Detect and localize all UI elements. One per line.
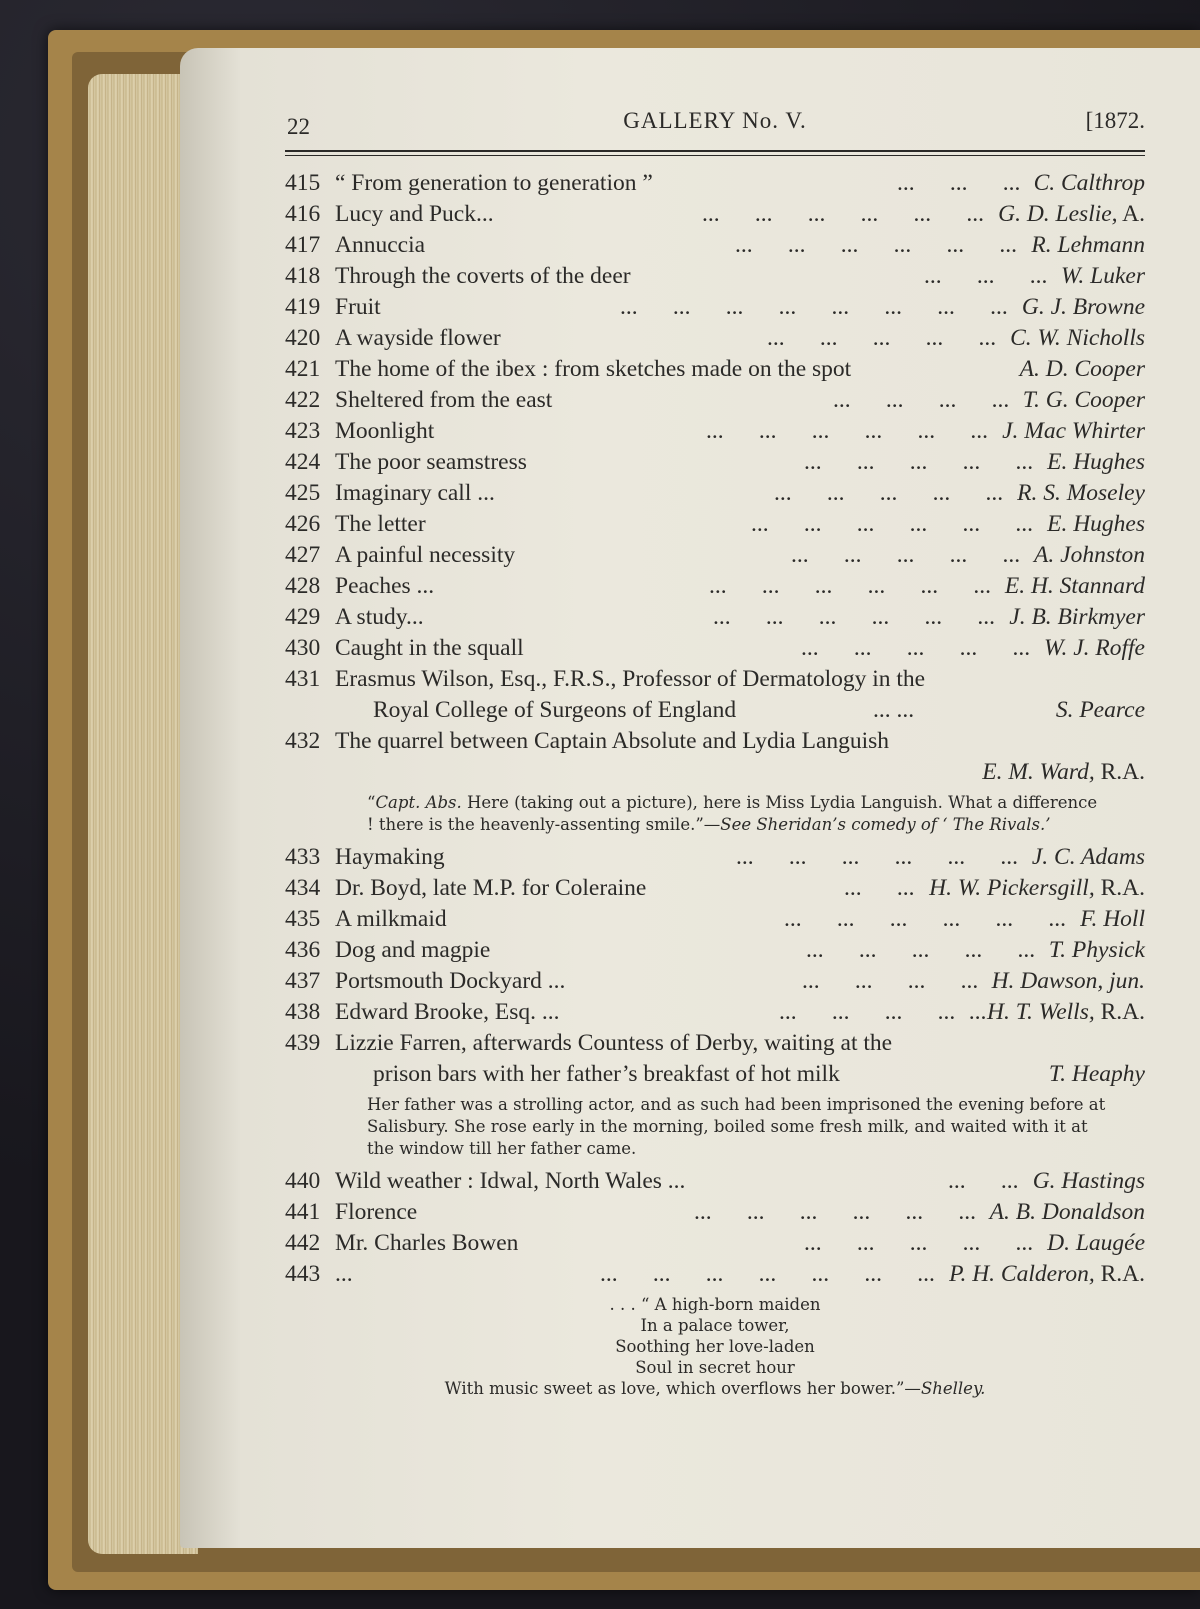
catalogue-entry bbox=[285, 385, 1145, 416]
catalogue-entry bbox=[285, 997, 1145, 1028]
entry-artist: T. Heaphy bbox=[1048, 1061, 1145, 1087]
entry-artist: R. Lehmann bbox=[1031, 232, 1145, 258]
poem-line: In a palace tower, bbox=[640, 1316, 790, 1335]
entry-artist: J. C. Adams bbox=[1031, 844, 1145, 870]
entry-artist: S. Pearce bbox=[1055, 697, 1145, 723]
leader-dots: ... ... ... ... bbox=[833, 387, 1010, 413]
leader-dots: ... ... bbox=[948, 1168, 1019, 1194]
poem-line: Soul in secret hour bbox=[635, 1358, 795, 1377]
entry-title: Fruit bbox=[335, 294, 381, 320]
entry-title: A wayside flower bbox=[335, 325, 501, 351]
entry-number: 428 bbox=[285, 573, 321, 599]
entry-number: 421 bbox=[285, 356, 321, 382]
entry-number: 435 bbox=[285, 906, 321, 932]
entry-number: 436 bbox=[285, 937, 321, 963]
catalogue-entry bbox=[285, 540, 1145, 571]
entry-number: 431 bbox=[285, 666, 321, 692]
catalogue-entry-439-cont bbox=[285, 1059, 1145, 1090]
catalogue-entry bbox=[285, 602, 1145, 633]
leader-dots: ... ... ... ... ... bbox=[791, 542, 1021, 568]
entry-title: Erasmus Wilson, Esq., F.R.S., Professor of Dermatology in the bbox=[335, 666, 926, 692]
entry-title: Imaginary call ... bbox=[335, 480, 495, 506]
entry-title: Peaches ... bbox=[335, 573, 435, 599]
catalogue-entry bbox=[285, 292, 1145, 323]
leader-dots: ... ... ... ... ... ... ... ... bbox=[620, 294, 1008, 320]
year-label: [1872. bbox=[1085, 108, 1145, 133]
catalogue-entry bbox=[285, 1197, 1145, 1228]
entry-artist: J. B. Birkmyer bbox=[1009, 604, 1145, 630]
catalogue-entry bbox=[285, 1259, 1145, 1290]
entry-title: The quarrel between Captain Absolute and Lydia Languish bbox=[335, 728, 890, 754]
catalogue-entry bbox=[285, 935, 1145, 966]
entry-title: “ From generation to generation ” bbox=[335, 170, 653, 196]
entry-title-continued: Royal College of Surgeons of England bbox=[373, 697, 737, 723]
entry-title: A milkmaid bbox=[335, 906, 447, 932]
entry-artist: P. H. Calderon, R.A. bbox=[949, 1261, 1145, 1287]
catalogue-entry bbox=[285, 447, 1145, 478]
entry-number: 429 bbox=[285, 604, 321, 630]
catalogue-entries bbox=[285, 168, 1145, 1399]
entry-artist: T. Physick bbox=[1048, 937, 1145, 963]
leader-dots: ... ... ... ... ... bbox=[801, 635, 1031, 661]
entry-title: Haymaking bbox=[335, 844, 445, 870]
entry-number: 437 bbox=[285, 968, 321, 994]
entry-title: Mr. Charles Bowen bbox=[335, 1230, 519, 1256]
entry-artist: G. J. Browne bbox=[1021, 294, 1145, 320]
entry-artist: E. Hughes bbox=[1047, 511, 1145, 537]
poem-line: Soothing her love-laden bbox=[615, 1337, 815, 1356]
entry-artist: G. D. Leslie, A. bbox=[998, 201, 1145, 227]
catalogue-entry-432 bbox=[285, 726, 1145, 757]
entry-number: 430 bbox=[285, 635, 321, 661]
entry-number: 417 bbox=[285, 232, 321, 258]
catalogue-entry bbox=[285, 1166, 1145, 1197]
catalogue-entry bbox=[285, 873, 1145, 904]
entry-number: 425 bbox=[285, 480, 321, 506]
leader-dots: ... ... ... bbox=[924, 263, 1048, 289]
entry-title: Sheltered from the east bbox=[335, 387, 553, 413]
leader-dots: ... ... ... ... ... ... bbox=[694, 1199, 976, 1225]
catalogue-entry bbox=[285, 842, 1145, 873]
entry-number: 439 bbox=[285, 1030, 321, 1056]
catalogue-entry-431-cont bbox=[285, 695, 1145, 726]
entry-number: 441 bbox=[285, 1199, 321, 1225]
leader-dots: ... ... ... ... ... ... bbox=[751, 511, 1033, 537]
entry-artist: W. J. Roffe bbox=[1044, 635, 1145, 661]
poem-quotation bbox=[285, 1290, 1145, 1399]
entry-number: 434 bbox=[285, 875, 321, 901]
entry-number: 443 bbox=[285, 1261, 321, 1287]
leader-dots: ... ... ... ... ... ... bbox=[709, 573, 991, 599]
catalogue-entry bbox=[285, 904, 1145, 935]
entry-title: Dr. Boyd, late M.P. for Coleraine bbox=[335, 875, 647, 901]
entry-number: 426 bbox=[285, 511, 321, 537]
leader-dots: ... ... ... ... ... ... bbox=[713, 604, 995, 630]
entry-artist: A. D. Cooper bbox=[1019, 356, 1145, 382]
header-rule-thin bbox=[285, 155, 1145, 156]
catalogue-entry bbox=[285, 323, 1145, 354]
entry-title-continued: prison bars with her father’s breakfast of hot milk bbox=[373, 1061, 840, 1087]
entry-artist: A. Johnston bbox=[1034, 542, 1145, 568]
catalogue-entry bbox=[285, 633, 1145, 664]
leader-dots: ... ... bbox=[844, 875, 915, 901]
leader-dots: ... ... ... ... ... bbox=[804, 449, 1034, 475]
catalogue-entry bbox=[285, 509, 1145, 540]
gallery-title: GALLERY No. V. bbox=[623, 108, 807, 133]
catalogue-entry bbox=[285, 1228, 1145, 1259]
leader-dots: ... ... bbox=[873, 697, 915, 723]
entry-title: Through the coverts of the deer bbox=[335, 263, 631, 289]
leader-dots: ... ... ... ... ... ... bbox=[702, 201, 984, 227]
entry-artist: E. M. Ward, R.A. bbox=[982, 759, 1145, 785]
catalogue-entry bbox=[285, 416, 1145, 447]
header-rule bbox=[285, 150, 1145, 152]
entry-artist: H. W. Pickersgill, R.A. bbox=[929, 875, 1145, 901]
entry-number: 418 bbox=[285, 263, 321, 289]
entry-title: Annuccia bbox=[335, 232, 426, 258]
entry-title: The poor seamstress bbox=[335, 449, 527, 475]
entry-title: Caught in the squall bbox=[335, 635, 524, 661]
entry-artist: J. Mac Whirter bbox=[1002, 418, 1145, 444]
leader-dots: ... ... ... ... ... bbox=[774, 480, 1004, 506]
entry-artist: H. Dawson, jun. bbox=[991, 968, 1145, 994]
entry-number: 420 bbox=[285, 325, 321, 351]
catalogue-entry bbox=[285, 478, 1145, 509]
catalogue-entry bbox=[285, 199, 1145, 230]
entry-artist: C. W. Nicholls bbox=[1010, 325, 1145, 351]
entry-number: 438 bbox=[285, 999, 321, 1025]
entry-number: 442 bbox=[285, 1230, 321, 1256]
entry-title: ... bbox=[335, 1261, 353, 1287]
entry-artist: A. B. Donaldson bbox=[989, 1199, 1145, 1225]
poem-line: With music sweet as love, which overflows her bower.”—Shelley. bbox=[444, 1379, 986, 1398]
entry-artist: R. S. Moseley bbox=[1017, 480, 1145, 506]
entry-artist: F. Holl bbox=[1080, 906, 1145, 932]
entry-title: Lizzie Farren, afterwards Countess of Derby, waiting at the bbox=[335, 1030, 893, 1056]
entry-439-note: Her father was a strolling actor, and as such had been imprisoned the evening before at Salisbury. She rose early in the morning, boiled some fresh milk, and waited with it at the window till her father came. bbox=[367, 1095, 1106, 1158]
page-number: 22 bbox=[287, 114, 310, 139]
entry-number: 415 bbox=[285, 170, 321, 196]
leader-dots: ... ... ... bbox=[897, 170, 1021, 196]
entry-number: 440 bbox=[285, 1168, 321, 1194]
catalogue-entry bbox=[285, 354, 1145, 385]
leader-dots: ... ... ... ... ... bbox=[806, 937, 1036, 963]
entry-artist: W. Luker bbox=[1061, 263, 1145, 289]
poem-line: . . . “ A high-born maiden bbox=[609, 1295, 821, 1314]
entry-title: Dog and magpie bbox=[335, 937, 491, 963]
catalogue-entry bbox=[285, 230, 1145, 261]
leader-dots: ... ... ... ... ... ... bbox=[706, 418, 988, 444]
catalogue-entry bbox=[285, 261, 1145, 292]
entry-title: The letter bbox=[335, 511, 426, 537]
entry-title: Florence bbox=[335, 1199, 418, 1225]
catalogue-entry bbox=[285, 966, 1145, 997]
entry-title: A study... bbox=[335, 604, 424, 630]
entry-number: 422 bbox=[285, 387, 321, 413]
entry-title: Lucy and Puck... bbox=[335, 201, 494, 227]
leader-dots: ... ... ... ... bbox=[779, 999, 956, 1025]
entry-number: 427 bbox=[285, 542, 321, 568]
entry-artist: C. Calthrop bbox=[1033, 170, 1145, 196]
entry-number: 419 bbox=[285, 294, 321, 320]
catalogue-entry bbox=[285, 571, 1145, 602]
entry-artist: G. Hastings bbox=[1032, 1168, 1145, 1194]
catalogue-entry-432-artist bbox=[285, 757, 1145, 788]
poem-attribution: Shelley. bbox=[920, 1379, 986, 1398]
catalogue-entry-439 bbox=[285, 1028, 1145, 1059]
leader-dots: ... ... ... ... ... ... bbox=[784, 906, 1066, 932]
entry-artist: D. Laugée bbox=[1047, 1230, 1145, 1256]
entry-title: Moonlight bbox=[335, 418, 435, 444]
entry-title: Portsmouth Dockyard ... bbox=[335, 968, 566, 994]
entry-number: 416 bbox=[285, 201, 321, 227]
catalogue-entry-431 bbox=[285, 664, 1145, 695]
page-header bbox=[285, 108, 1145, 140]
entry-number: 423 bbox=[285, 418, 321, 444]
entry-number: 433 bbox=[285, 844, 321, 870]
entry-artist: E. H. Stannard bbox=[1004, 573, 1145, 599]
entry-title: A painful necessity bbox=[335, 542, 516, 568]
entry-artist: ...H. T. Wells, R.A. bbox=[969, 999, 1145, 1025]
entry-title: Edward Brooke, Esq. ... bbox=[335, 999, 560, 1025]
leader-dots: ... ... ... ... ... bbox=[767, 325, 997, 351]
leader-dots: ... ... ... ... ... ... bbox=[735, 232, 1017, 258]
entry-title: The home of the ibex : from sketches made on the spot bbox=[335, 356, 852, 382]
leader-dots: ... ... ... ... ... ... ... bbox=[600, 1261, 935, 1287]
entry-number: 432 bbox=[285, 728, 321, 754]
entry-number: 424 bbox=[285, 449, 321, 475]
entry-artist: T. G. Cooper bbox=[1022, 387, 1145, 413]
leader-dots: ... ... ... ... ... ... bbox=[736, 844, 1018, 870]
catalogue-entry bbox=[285, 168, 1145, 199]
entry-title: Wild weather : Idwal, North Wales ... bbox=[335, 1168, 686, 1194]
leader-dots: ... ... ... ... ... bbox=[804, 1230, 1034, 1256]
leader-dots: ... ... ... ... bbox=[802, 968, 979, 994]
entry-artist: E. Hughes bbox=[1047, 449, 1145, 475]
entry-432-note: “Capt. Abs. Here (taking out a picture), here is Miss Lydia Languish. What a difference ! there is the heavenly-assenting smile.”—See Sheridan’s comedy of ‘ The Rivals.’ bbox=[367, 793, 1098, 834]
